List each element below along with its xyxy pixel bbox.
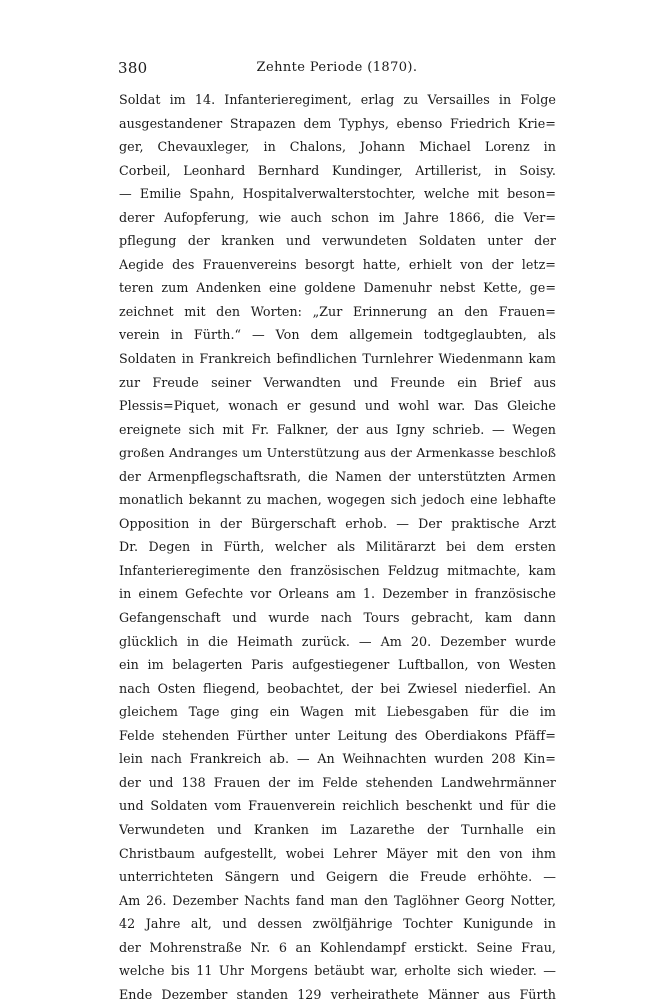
- text-line: und Soldaten vom Frauenverein reichlich beschenkt und für die: [119, 798, 556, 814]
- text-line: Opposition in der Bürgerschaft erhob. — Der praktische Arzt: [119, 515, 556, 531]
- text-line: unterrichteten Sängern und Geigern die Freude erhöhte. —: [119, 869, 556, 885]
- text-line: Soldat im 14. Infanterieregiment, erlag zu Versailles in Folge: [119, 92, 556, 107]
- body-text: [119, 88, 556, 1006]
- page-header: [118, 58, 556, 78]
- text-line: Felde stehenden Fürther unter Leitung des Oberdiakons Pfäff=: [119, 727, 556, 743]
- text-line: ger, Chevauxleger, in Chalons, Johann Michael Lorenz in: [119, 139, 556, 155]
- text-line: Gefangenschaft und wurde nach Tours gebracht, kam dann: [119, 610, 556, 626]
- text-line: Corbeil, Leonhard Bernhard Kundinger, Artillerist, in Soisy.: [119, 162, 556, 178]
- text-line: gleichem Tage ging ein Wagen mit Liebesgaben für die im: [119, 704, 556, 720]
- text-line: Christbaum aufgestellt, wobei Lehrer Mäyer mit den von ihm: [119, 845, 556, 861]
- text-line: Ende Dezember standen 129 verheirathete Männer aus Fürth: [119, 986, 556, 1002]
- text-line: — Emilie Spahn, Hospitalverwalterstochter, welche mit beson=: [119, 186, 556, 202]
- running-head: Zehnte Periode (1870).: [256, 60, 418, 75]
- text-line: in einem Gefechte vor Orleans am 1. Dezember in französische: [119, 586, 556, 602]
- text-line: zur Freude seiner Verwandten und Freunde ein Brief aus: [119, 374, 556, 390]
- text-line: Infanterieregimente den französischen Feldzug mitmachte, kam: [119, 562, 556, 578]
- text-line: pflegung der kranken und verwundeten Soldaten unter der: [119, 233, 556, 249]
- text-line: der und 138 Frauen der im Felde stehenden Landwehrmänner: [119, 774, 556, 790]
- text-line: Am 26. Dezember Nachts fand man den Taglöhner Georg Notter,: [119, 892, 556, 908]
- text-line: derer Aufopferung, wie auch schon im Jahre 1866, die Ver=: [119, 209, 556, 225]
- text-line: der Armenpflegschaftsrath, die Namen der unterstützten Armen: [119, 468, 556, 484]
- text-line: teren zum Andenken eine goldene Damenuhr nebst Kette, ge=: [119, 280, 556, 296]
- page-number: 380: [118, 59, 148, 77]
- text-line: der Mohrenstraße Nr. 6 an Kohlendampf erstickt. Seine Frau,: [119, 939, 556, 955]
- text-line: großen Andranges um Unterstützung aus der Armenkasse beschloß: [119, 445, 556, 461]
- text-line: Soldaten in Frankreich befindlichen Turnlehrer Wiedenmann kam: [119, 351, 556, 367]
- text-line: ausgestandener Strapazen dem Typhys, ebenso Friedrich Krie=: [119, 115, 556, 131]
- text-line: Dr. Degen in Fürth, welcher als Militärarzt bei dem ersten: [119, 539, 556, 555]
- text-line: Plessis=Piquet, wonach er gesund und wohl war. Das Gleiche: [119, 398, 556, 414]
- text-line: welche bis 11 Uhr Morgens betäubt war, erholte sich wieder. —: [119, 963, 556, 979]
- text-line: lein nach Frankreich ab. — An Weihnachten wurden 208 Kin=: [119, 751, 556, 767]
- text-line: Verwundeten und Kranken im Lazarethe der Turnhalle ein: [119, 821, 556, 837]
- text-line: glücklich in die Heimath zurück. — Am 20. Dezember wurde: [119, 633, 556, 649]
- text-line: ein im belagerten Paris aufgestiegener Luftballon, von Westen: [119, 657, 556, 673]
- text-line: Aegide des Frauenvereins besorgt hatte, erhielt von der letz=: [119, 256, 556, 272]
- text-line: verein in Fürth.“ — Von dem allgemein todtgeglaubten, als: [119, 327, 556, 343]
- text-line: ereignete sich mit Fr. Falkner, der aus Igny schrieb. — Wegen: [119, 421, 556, 437]
- text-line: monatlich bekannt zu machen, wogegen sich jedoch eine lebhafte: [119, 492, 556, 508]
- text-line: 42 Jahre alt, und dessen zwölfjährige Tochter Kunigunde in: [119, 916, 556, 932]
- text-line: zeichnet mit den Worten: „Zur Erinnerung an den Frauen=: [119, 303, 556, 319]
- text-line: nach Osten fliegend, beobachtet, der bei Zwiesel niederfiel. An: [119, 680, 556, 696]
